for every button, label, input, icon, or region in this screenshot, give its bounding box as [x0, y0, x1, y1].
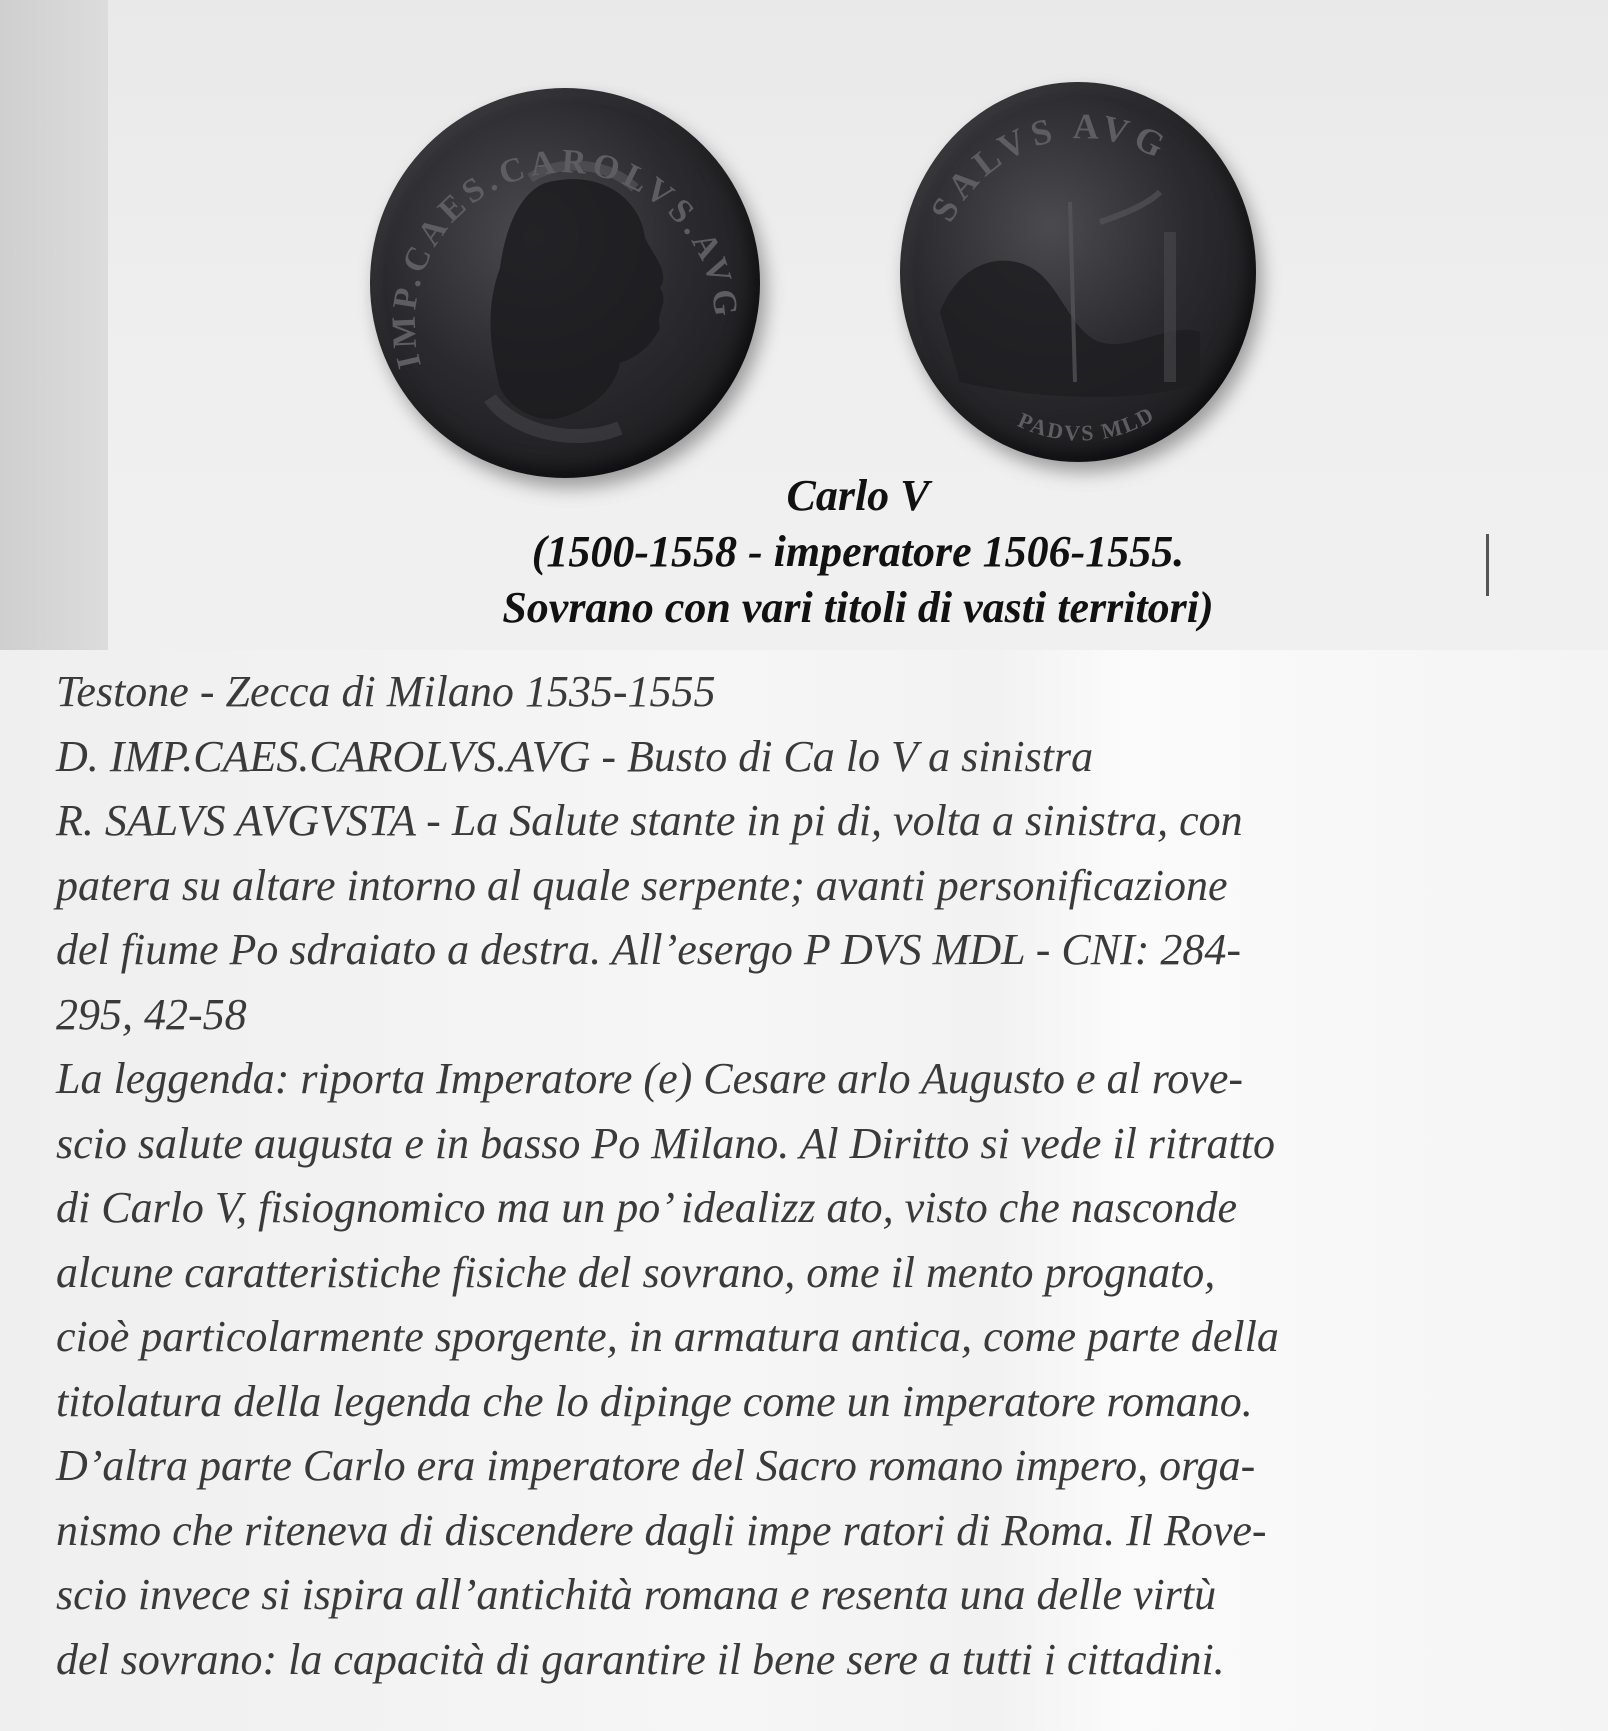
text-line: 295, 42-58 — [56, 989, 247, 1039]
text-line: D’altra parte Carlo era imperatore del Sacro romano impero, orga- — [56, 1441, 1256, 1490]
text-line: D. IMP.CAES.CAROLVS.AVG - Busto di Ca lo V a sinistra — [56, 731, 1094, 781]
text-line: cioè particolarmente sporgente, in armatura antica, come parte della — [56, 1312, 1279, 1361]
text-line: titolatura della legenda che lo dipinge come un imperatore romano. — [56, 1376, 1253, 1426]
coin-reverse-art — [900, 82, 1256, 462]
text-line: Testone - Zecca di Milano 1535-1555 — [56, 667, 716, 716]
coin-caption — [108, 468, 1608, 636]
coin-obverse-image — [370, 88, 760, 478]
text-line: nismo che riteneva di discendere dagli impe ratori di Roma. Il Rove- — [56, 1505, 1267, 1555]
scan-edge-mark — [1486, 534, 1489, 596]
text-line: patera su altare intorno al quale serpente; avanti personificazione — [56, 860, 1228, 910]
text-line: di Carlo V, fisiognomico ma un po’ idealizz ato, visto che nasconde — [56, 1183, 1238, 1232]
coin-reverse-legend: SALVS AVG — [922, 106, 1177, 229]
caption-subtitle: Sovrano con vari titoli di vasti territori) — [502, 583, 1214, 632]
coin-reverse-image — [900, 82, 1256, 462]
description-text — [56, 660, 1536, 1692]
coin-reverse-exergue: PADVS MLD — [1014, 400, 1160, 446]
coin-obverse-art — [370, 88, 760, 478]
text-line: del fiume Po sdraiato a destra. All’esergo P DVS MDL - CNI: 284- — [56, 925, 1242, 974]
caption-dates: (1500-1558 - imperatore 1506-1555. — [531, 527, 1185, 576]
coin-obverse-legend: IMP.CAES.CAROLVS.AVG — [385, 143, 745, 373]
text-line: La leggenda: riporta Imperatore (e) Cesare arlo Augusto e al rove- — [56, 1054, 1244, 1103]
caption-title: Carlo V — [786, 471, 930, 520]
text-line: scio salute augusta e in basso Po Milano. Al Diritto si vede il ritratto — [56, 1118, 1275, 1168]
text-line: scio invece si ispira all’antichità romana e resenta una delle virtù — [56, 1570, 1217, 1619]
text-line: R. SALVS AVGVSTA - La Salute stante in pi di, volta a sinistra, con — [56, 796, 1243, 845]
scan-margin-left — [0, 0, 108, 650]
text-line: alcune caratteristiche fisiche del sovrano, ome il mento prognato, — [56, 1247, 1216, 1297]
text-line: del sovrano: la capacità di garantire il bene sere a tutti i cittadini. — [56, 1634, 1225, 1684]
